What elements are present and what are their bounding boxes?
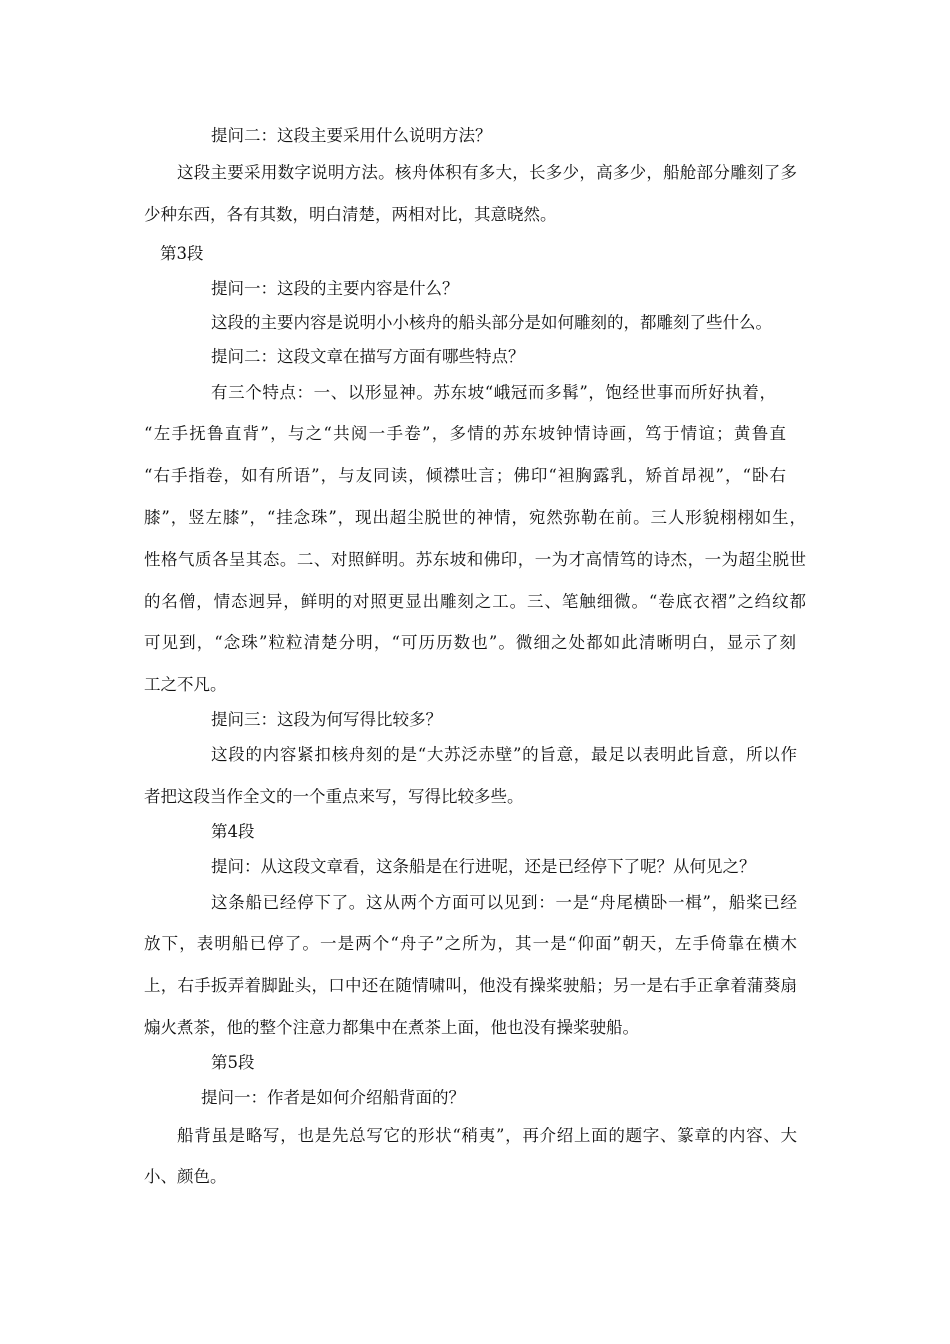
paragraph-line: 放下，表明船已停了。一是两个“舟子”之所为，其一是“仰面”朝天，左手倚靠在横木 xyxy=(144,934,797,953)
paragraph-line: 膝”，竖左膝”，“挂念珠”，现出超尘脱世的神情，宛然弥勒在前。三人形貌栩栩如生， xyxy=(144,508,806,527)
paragraph-line: 工之不凡。 xyxy=(144,675,227,694)
section-heading: 第4段 xyxy=(211,822,255,841)
section-heading: 第3段 xyxy=(160,244,204,263)
paragraph-line: 这段的内容紧扣核舟刻的是“大苏泛赤壁”的旨意，最足以表明此旨意，所以作 xyxy=(211,745,797,764)
question-heading: 提问二：这段文章在描写方面有哪些特点？ xyxy=(211,347,525,366)
question-heading: 提问：从这段文章看，这条船是在行进呢，还是已经停下了呢？从何见之？ xyxy=(211,857,756,876)
question-heading: 提问一：这段的主要内容是什么？ xyxy=(211,279,459,298)
paragraph-line: 这段的主要内容是说明小小核舟的船头部分是如何雕刻的，都雕刻了些什么。 xyxy=(211,313,772,332)
paragraph-line: 可见到，“念珠”粒粒清楚分明，“可历历数也”。微细之处都如此清晰明白，显示了刻 xyxy=(144,633,796,652)
paragraph-line: 的名僧，情态迥异，鲜明的对照更显出雕刻之工。三、笔触细微。“卷底衣褶”之绉纹都 xyxy=(144,592,806,611)
paragraph-line: 煽火煮茶，他的整个注意力都集中在煮茶上面，他也没有操桨驶船。 xyxy=(144,1018,639,1037)
paragraph-line: 上，右手扳弄着脚趾头，口中还在随情啸叫，他没有操桨驶船；另一是右手正拿着蒲葵扇 xyxy=(144,976,797,995)
paragraph-line: 船背虽是略写，也是先总写它的形状“稍夷”，再介绍上面的题字、篆章的内容、大 xyxy=(177,1126,797,1145)
question-heading: 提问三：这段为何写得比较多？ xyxy=(211,710,442,729)
section-heading: 第5段 xyxy=(211,1053,255,1072)
question-heading: 提问一：作者是如何介绍船背面的？ xyxy=(201,1088,465,1107)
paragraph-line: 有三个特点：一、以形显神。苏东坡“峨冠而多髯”，饱经世事而所好执着， xyxy=(211,383,776,402)
paragraph-line: 这条船已经停下了。这从两个方面可以见到：一是“舟尾横卧一楫”，船桨已经 xyxy=(211,893,797,912)
paragraph-line: 小、颜色。 xyxy=(144,1167,227,1186)
paragraph-line: 性格气质各呈其态。二、对照鲜明。苏东坡和佛印，一为才高情笃的诗杰，一为超尘脱世 xyxy=(144,550,806,569)
paragraph-line: 少种东西，各有其数，明白清楚，两相对比，其意晓然。 xyxy=(144,205,557,224)
paragraph-line: “左手抚鲁直背”，与之“共阅一手卷”，多情的苏东坡钟情诗画，笃于情谊；黄鲁直 xyxy=(144,424,786,443)
paragraph-line: 者把这段当作全文的一个重点来写，写得比较多些。 xyxy=(144,787,524,806)
paragraph-line: 这段主要采用数字说明方法。核舟体积有多大，长多少，高多少，船舱部分雕刻了多 xyxy=(177,163,797,182)
paragraph-line: “右手指卷，如有所语”，与友同读，倾襟吐言；佛印“袒胸露乳，矫首昂视”，“卧右 xyxy=(144,466,786,485)
question-heading: 提问二：这段主要采用什么说明方法？ xyxy=(211,126,492,145)
